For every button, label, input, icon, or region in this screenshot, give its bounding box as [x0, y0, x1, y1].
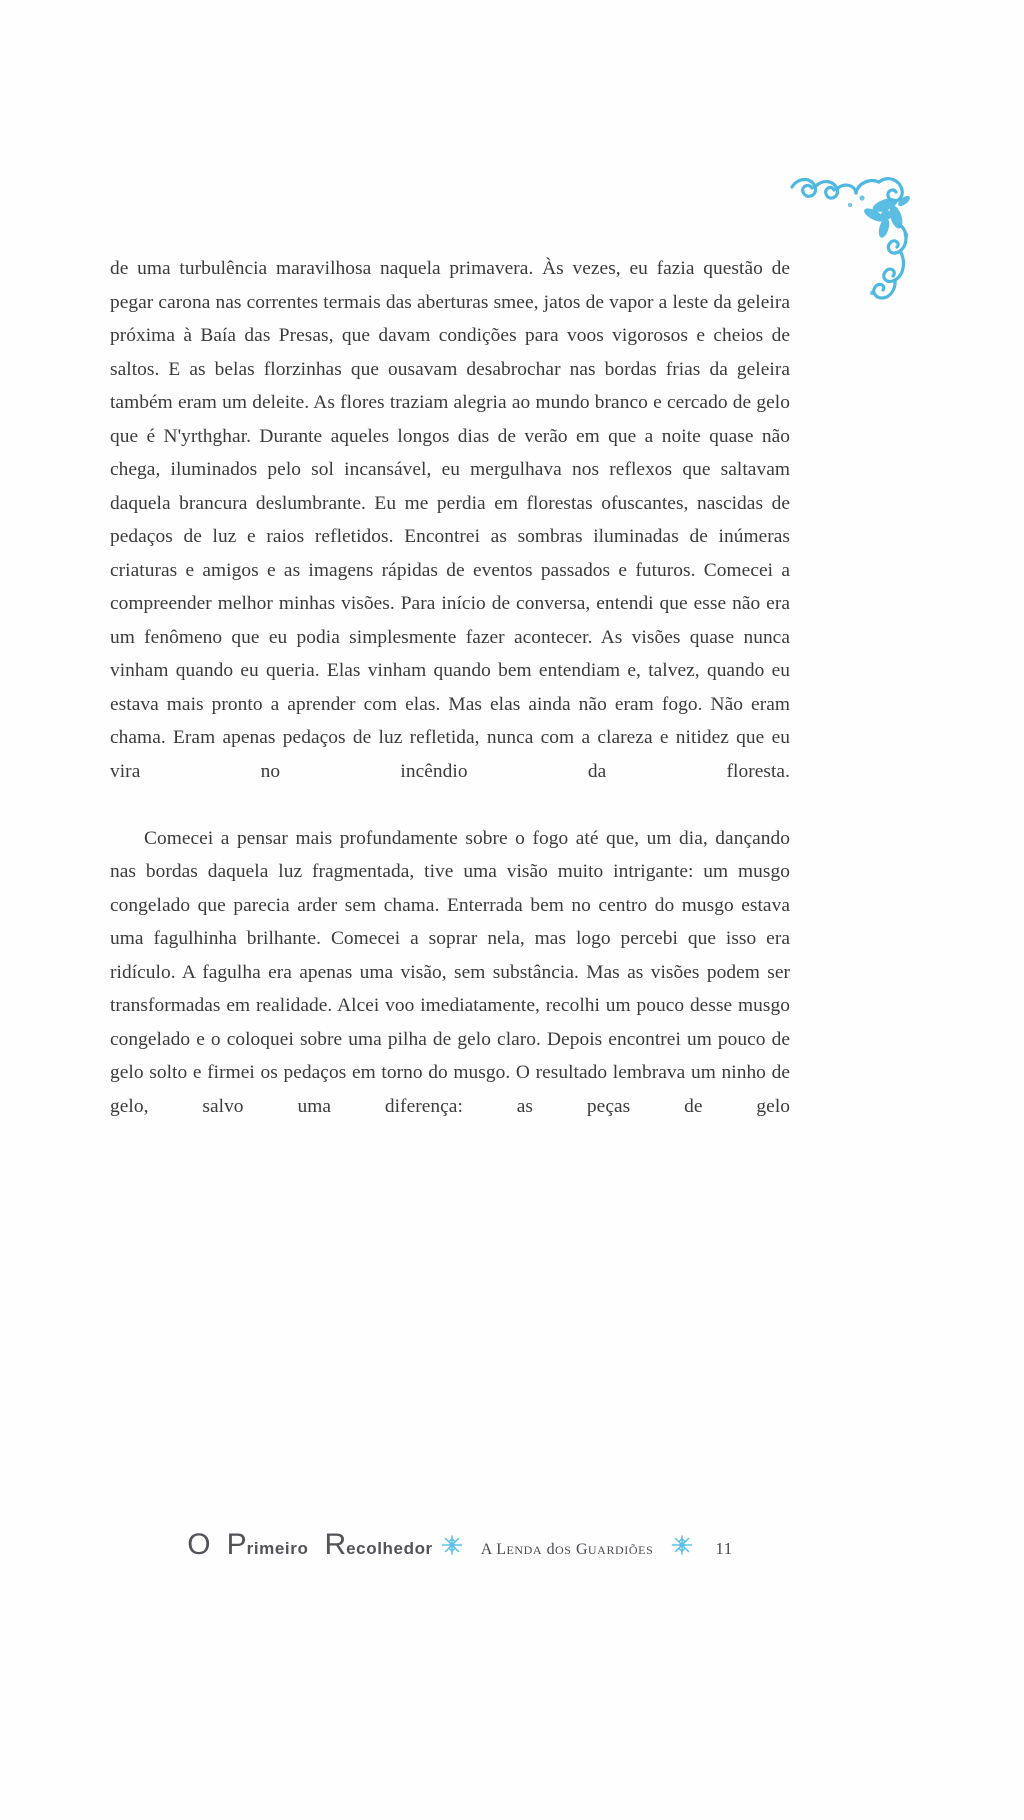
chapter-title-word-1-cap: O: [187, 1528, 211, 1561]
chapter-title-word-1: [187, 1528, 210, 1562]
chapter-title-word-3: [324, 1528, 432, 1562]
body-paragraph-1: de uma turbulência maravilhosa naquela primavera. Às vezes, eu fazia questão de pegar carona nas correntes termais das aberturas smee, jatos de vapor a leste da geleira próxima à Baía das Presas, que davam condições para voos vigorosos e cheios de saltos. E as belas florzinhas que ousavam desabrochar nas bordas frias da geleira também eram um deleite. As flores traziam alegria ao mundo branco e cercado de gelo que é N'yrthghar. Durante aqueles longos dias de verão em que a noite quase não chega, iluminados pelo sol incansável, eu mergulhava nos reflexos que saltavam daquela brancura deslumbrante. Eu me perdia em florestas ofuscantes, nascidas de pedaços de luz e raios refletidos. Encontrei as sombras iluminadas de inúmeras criaturas e amigos e as imagens rápidas de eventos passados e futuros. Comecei a compreender melhor minhas visões. Para início de conversa, entendi que esse não era um fenômeno que eu podia simplesmente fazer acontecer. As visões quase nunca vinham quando eu queria. Elas vinham quando bem entendiam e, talvez, quando eu estava mais pronto a aprender com elas. Mas elas ainda não eram fogo. Não eram chama. Eram apenas pedaços de luz refletida, nunca com a clareza e nitidez que eu vira no incêndio da floresta.: [110, 258, 790, 782]
body-paragraph-2: Comecei a pensar mais profundamente sobre o fogo até que, um dia, dançando nas bordas daquela luz fragmentada, tive uma visão muito intrigante: um musgo congelado que parecia arder sem chama. Enterrada bem no centro do musgo estava uma fagulhinha brilhante. Comecei a soprar nela, mas logo percebi que isso era ridículo. A fagulha era apenas uma visão, sem substância. Mas as visões podem ser transformadas em realidade. Alcei voo imediatamente, recolhi um pouco desse musgo congelado e o coloquei sobre uma pilha de gelo claro. Depois encontrei um pouco de gelo solto e firmei os pedaços em torno do musgo. O resultado lembrava um ninho de gelo, salvo uma diferença: as peças de gelo: [110, 827, 790, 1117]
chapter-title: [187, 1528, 433, 1562]
chapter-title-word-2-cap: P: [226, 1528, 247, 1561]
running-foot: [110, 1528, 810, 1570]
snowflake-icon: [669, 1534, 695, 1556]
chapter-title-word-3-cap: R: [324, 1528, 347, 1561]
floral-ornament-icon: [784, 165, 914, 310]
series-title-text: A LENDA dOS GUARDIÕES: [480, 1541, 654, 1558]
page-number: 11: [715, 1539, 733, 1558]
chapter-title-word-2: [227, 1528, 309, 1562]
series-title: [481, 1541, 654, 1559]
snowflake-icon: [439, 1534, 465, 1556]
page-text-column: [110, 252, 790, 1157]
chapter-title-word-2-rest: rimeiro: [246, 1539, 309, 1558]
chapter-title-word-3-rest: ecolhedor: [346, 1539, 433, 1558]
